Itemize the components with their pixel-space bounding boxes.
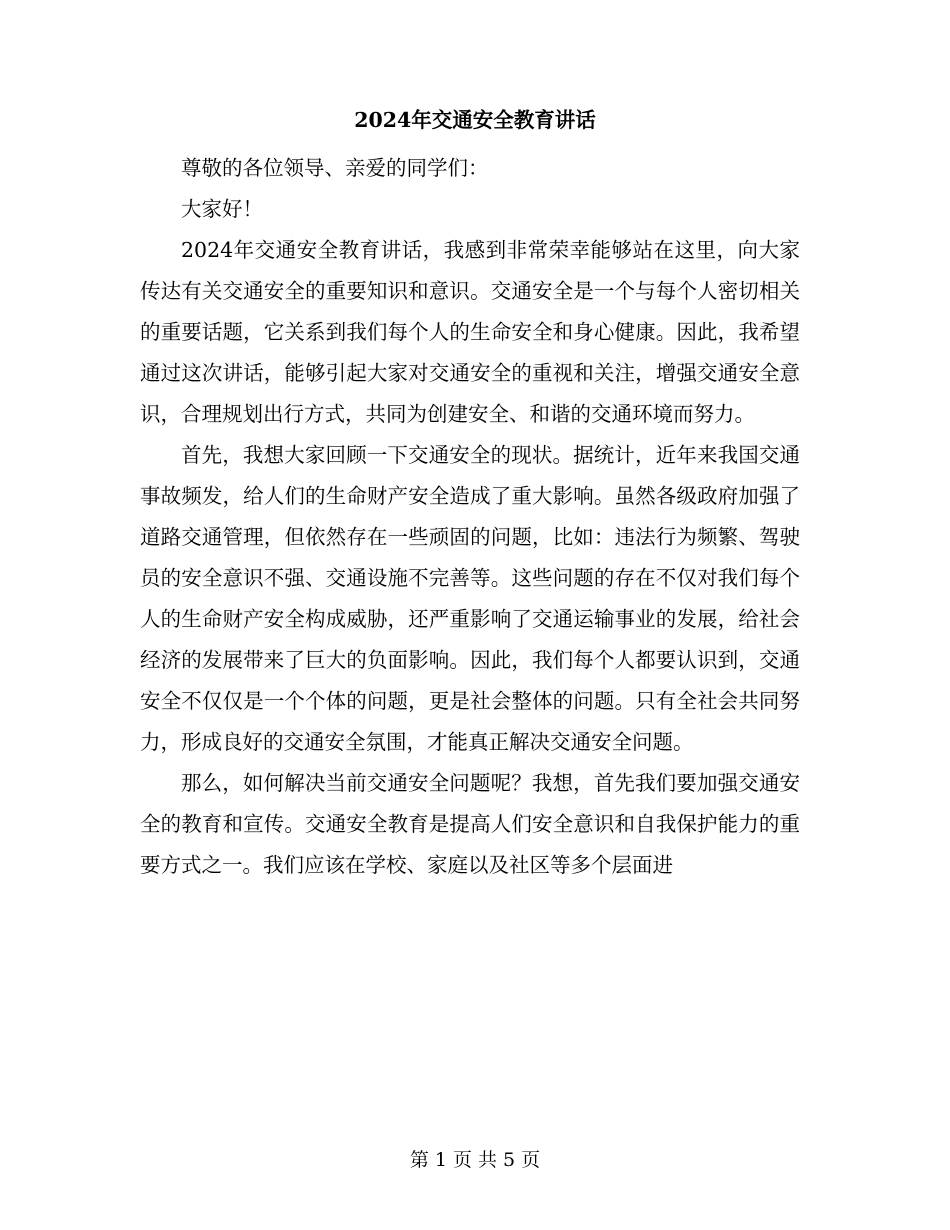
salutation: 尊敬的各位领导、亲爱的同学们： [181,156,489,180]
document-body [140,148,800,886]
paragraph-solution: 那么，如何解决当前交通安全问题呢？我想，首先我们要加强交通安全的教育和宣传。交通安全教育是提高人们安全意识和自我保护能力的重要方式之一。我们应该在学校、家庭以及社区等多个层面进 [140,771,800,877]
page-footer: 第 1 页 共 5 页 [409,1149,541,1171]
greeting: 大家好！ [181,197,263,221]
paragraph-status: 首先，我想大家回顾一下交通安全的现状。据统计，近年来我国交通事故频发，给人们的生命财产安全造成了重大影响。虽然各级政府加强了道路交通管理，但依然存在一些顽固的问题，比如：违法行为频繁、驾驶员的安全意识不强、交通设施不完善等。这些问题的存在不仅对我们每个人的生命财产安全构成威胁，还严重影响了交通运输事业的发展，给社会经济的发展带来了巨大的负面影响。因此，我们每个人都要认识到，交通安全不仅仅是一个个体的问题，更是社会整体的问题。只有全社会共同努力，形成良好的交通安全氛围，才能真正解决交通安全问题。 [140,443,800,754]
paragraph-intro: 2024年交通安全教育讲话，我感到非常荣幸能够站在这里，向大家传达有关交通安全的重要知识和意识。交通安全是一个与每个人密切相关的重要话题，它关系到我们每个人的生命安全和身心健康。因此，我希望通过这次讲话，能够引起大家对交通安全的重视和关注，增强交通安全意识，合理规划出行方式，共同为创建安全、和谐的交通环境而努力。 [140,238,800,426]
document-title: 2024年交通安全教育讲话 [354,108,596,132]
